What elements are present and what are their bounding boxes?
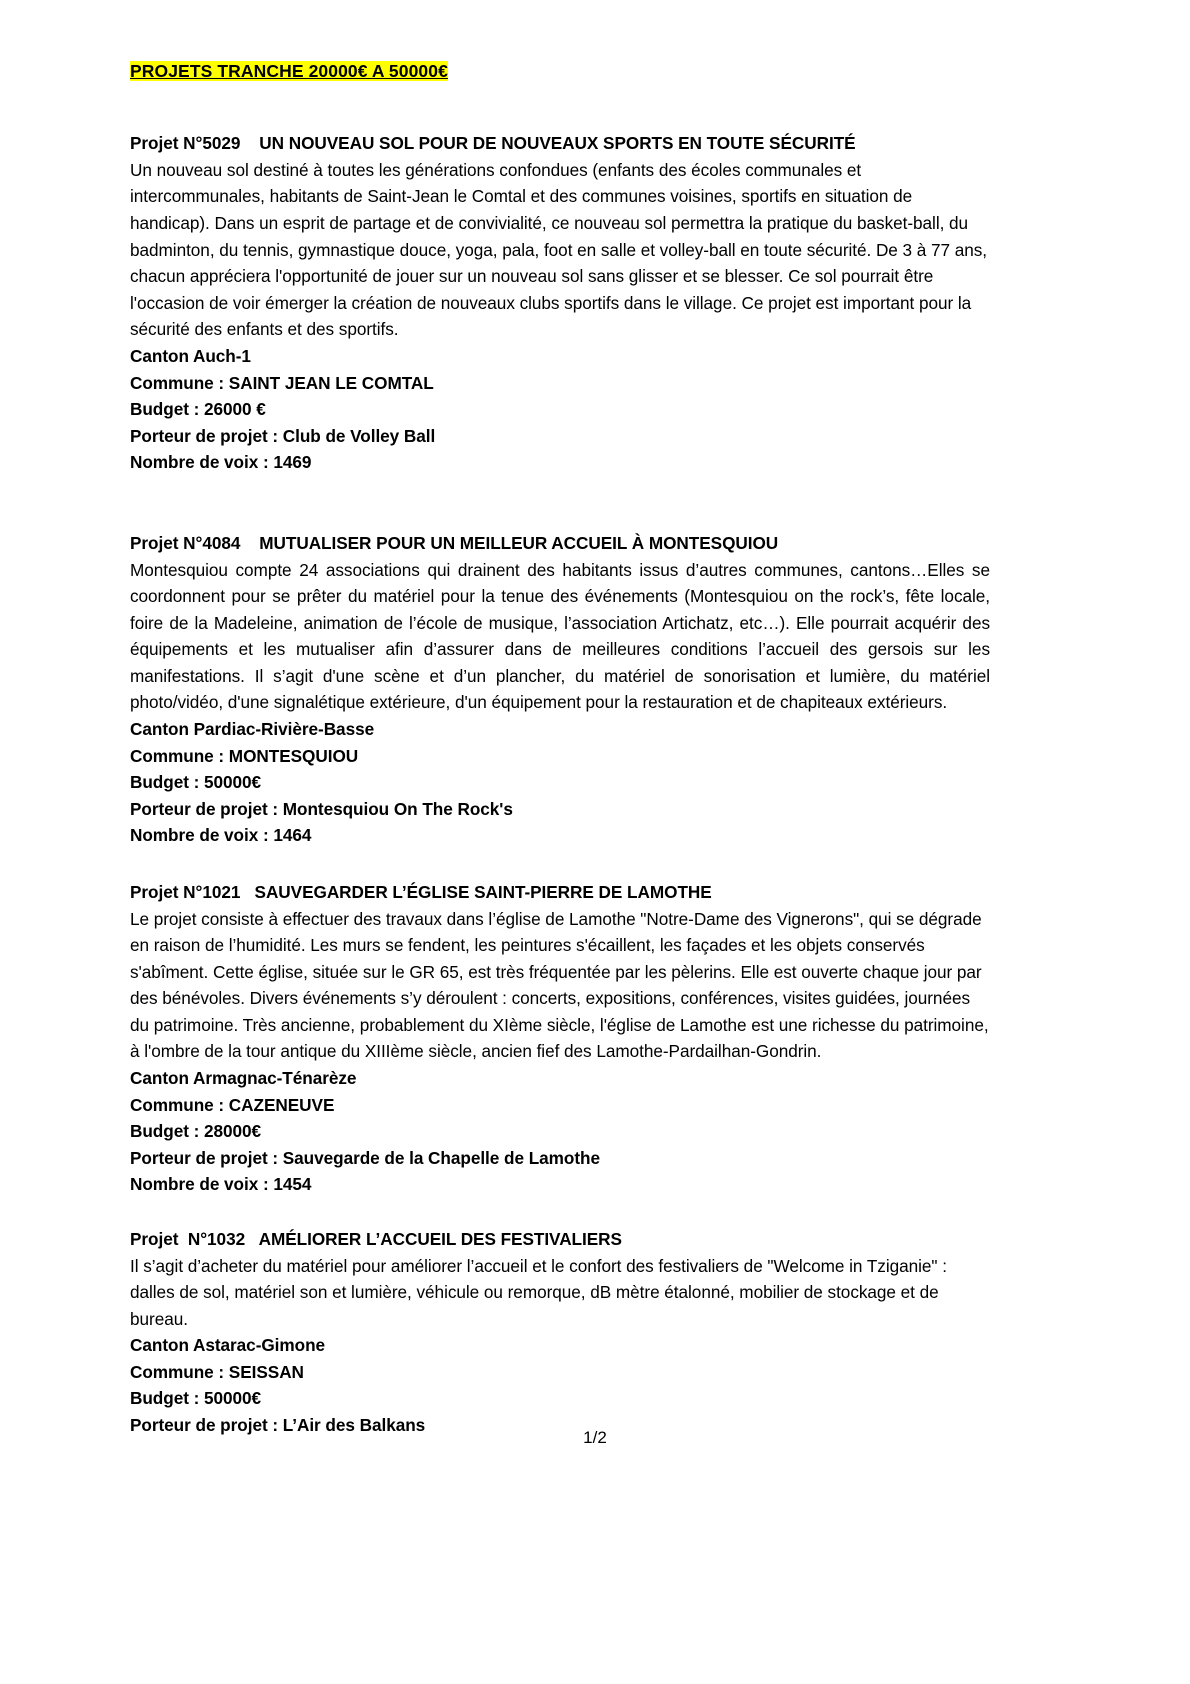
project-entry [130,130,990,476]
project-commune: Commune : MONTESQUIOU [130,745,359,766]
project-entry [130,1226,990,1439]
project-porteur: Porteur de projet : Club de Volley Ball [130,425,436,446]
project-porteur: Porteur de projet : Sauvegarde de la Chapelle de Lamothe [130,1147,600,1168]
document-title-row [130,58,990,84]
project-voix: Nombre de voix : 1464 [130,825,312,846]
project-description: Un nouveau sol destiné à toutes les générations confondues (enfants des écoles communales et intercommunales, habitants de Saint-Jean le Comtal et des communes voisines, sportifs en situation de handicap). Dans un esprit de partage et de convivialité, ce nouveau sol permettra la pratique du basket-ball, du badminton, du tennis, gymnastique douce, yoga, pala, foot en salle et volley-ball en toute sécurité. De 3 à 77 ans, chacun appréciera l'opportunité de jouer sur un nouveau sol sans glisser et se blesser. Ce sol pourrait être l'occasion de voir émerger la création de nouveaux clubs sportifs dans le village. Ce projet est important pour la sécurité des enfants et des sportifs. [130,159,988,340]
project-voix: Nombre de voix : 1469 [130,452,312,473]
project-porteur: Porteur de projet : Montesquiou On The Rock's [130,798,513,819]
project-canton: Canton Auch-1 [130,345,251,366]
project-heading: Projet N°5029 UN NOUVEAU SOL POUR DE NOUVEAUX SPORTS EN TOUTE SÉCURITÉ [130,133,856,154]
project-budget: Budget : 26000 € [130,399,266,420]
project-description: Le projet consiste à effectuer des travaux dans l’église de Lamothe "Notre-Dame des Vignerons", qui se dégrade en raison de l’humidité. Les murs se fendent, les peintures s'écaillent, les façades et les objets conservés s'abîment. Cette église, située sur le GR 65, est très fréquentée par les pèlerins. Elle est ouverte chaque jour par des bénévoles. Divers événements s’y déroulent : concerts, expositions, conférences, visites guidées, journées du patrimoine. Très ancienne, probablement du XIème siècle, l'église de Lamothe est une richesse du patrimoine, à l'ombre de la tour antique du XIIIème siècle, ancien fief des Lamothe-Pardailhan-Gondrin. [130,908,989,1062]
project-budget: Budget : 50000€ [130,1388,262,1409]
project-commune: Commune : SAINT JEAN LE COMTAL [130,372,434,393]
project-porteur: Porteur de projet : L’Air des Balkans [130,1415,426,1435]
project-heading: Projet N°1021 SAUVEGARDER L’ÉGLISE SAINT-PIERRE DE LAMOTHE [130,881,712,902]
page-title: PROJETS TRANCHE 20000€ A 50000€ [130,61,448,81]
project-canton: Canton Astarac-Gimone [130,1335,326,1356]
project-voix: Nombre de voix : 1454 [130,1174,312,1195]
section-spacer [130,476,990,530]
project-description: Il s’agit d’acheter du matériel pour améliorer l’accueil et le confort des festivaliers de "Welcome in Tziganie" : dalles de sol, matériel son et lumière, véhicule ou remorque, dB mètre étalonné, mobilier de stockage et de bureau. [130,1255,947,1329]
project-heading: Projet N°1032 AMÉLIORER L’ACCUEIL DES FESTIVALIERS [130,1228,622,1249]
section-spacer [130,1198,990,1226]
project-entry [130,879,990,1198]
document-content [130,58,990,1439]
project-budget: Budget : 50000€ [130,772,262,793]
project-budget: Budget : 28000€ [130,1121,262,1142]
project-canton: Canton Pardiac-Rivière-Basse [130,718,375,739]
page-footer: 1/2 [583,1428,607,1447]
project-canton: Canton Armagnac-Ténarèze [130,1067,357,1088]
project-commune: Commune : CAZENEUVE [130,1094,335,1115]
project-heading: Projet N°4084 MUTUALISER POUR UN MEILLEUR ACCUEIL À MONTESQUIOU [130,532,779,553]
project-commune: Commune : SEISSAN [130,1361,304,1382]
project-entry [130,530,990,849]
project-description: Montesquiou compte 24 associations qui drainent des habitants issus d’autres communes, cantons…Elles se coordonnent pour se prêter du matériel pour la tenue des événements (Montesquiou on the rock’s, fête locale, foire de la Madeleine, animation de l’école de musique, l’association Artichatz, etc…). Elle pourrait acquérir des équipements et les mutualiser afin d’assurer dans de meilleures conditions l’accueil des gersois sur les manifestations. Il s’agit d'une scène et d’un plancher, du matériel de sonorisation et lumière, du matériel photo/vidéo, d'une signalétique extérieure, d'un équipement pour la restauration et de chapiteaux extérieurs. [130,559,990,713]
section-spacer [130,849,990,879]
